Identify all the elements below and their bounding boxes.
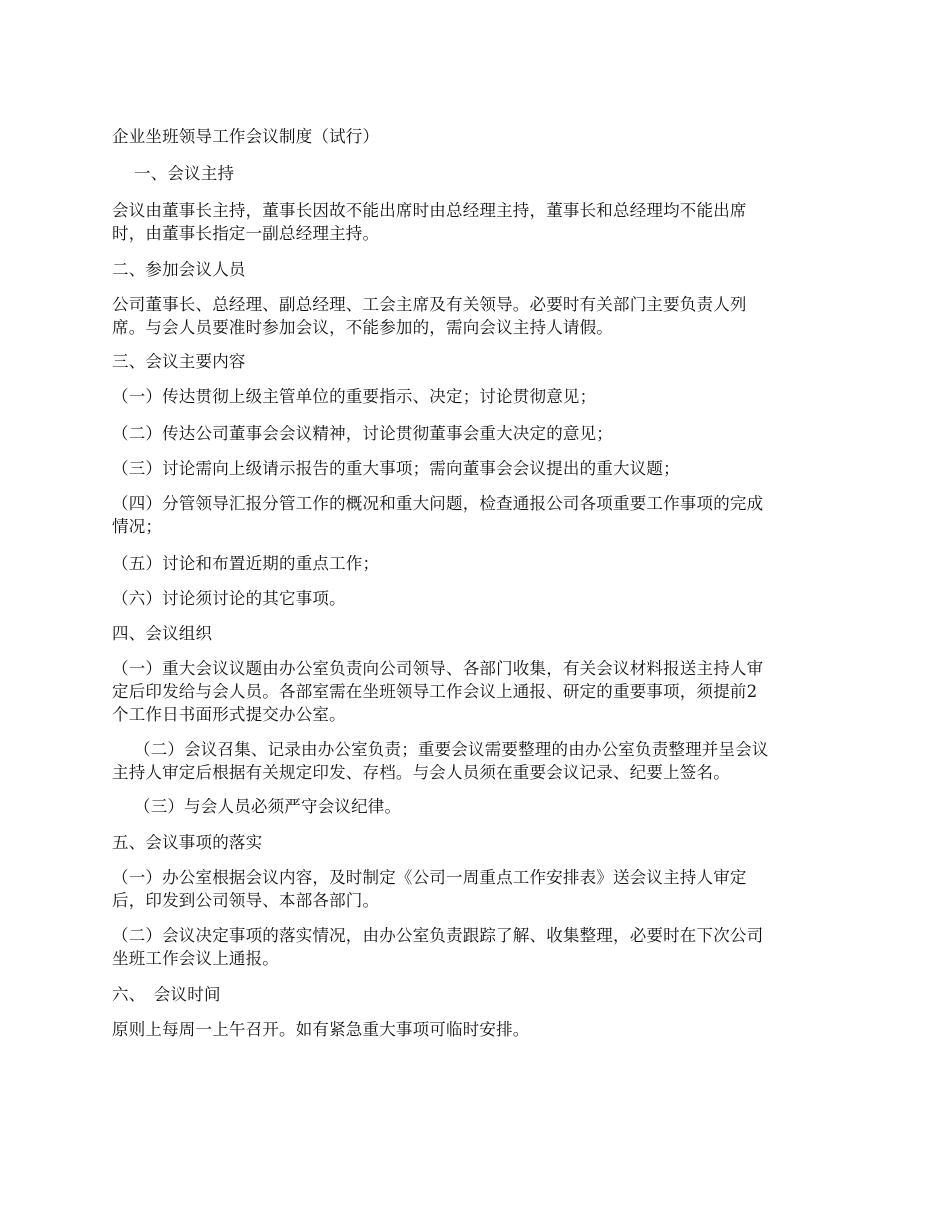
section-4-paragraph-line: （二）会议召集、记录由办公室负责；重要会议需要整理的由办公室负责整理并呈会议 xyxy=(134,740,769,759)
section-3-item-5: （五）讨论和布置近期的重点工作； xyxy=(112,554,380,573)
section-5-heading: 五、会议事项的落实 xyxy=(112,833,263,852)
section-4-paragraph-line: 主持人审定后根据有关规定印发、存档。与会人员须在重要会议记录、纪要上签名。 xyxy=(112,763,730,782)
section-5-paragraph-line: （一）办公室根据会议内容，及时制定《公司一周重点工作安排表》送会议主持人审定 xyxy=(112,868,747,887)
section-5-paragraph-line: 后，印发到公司领导、本部各部门。 xyxy=(112,891,380,910)
section-6-paragraph-line: 原则上每周一上午召开。如有紧急重大事项可临时安排。 xyxy=(112,1020,530,1039)
section-3-item-6: （六）讨论须讨论的其它事项。 xyxy=(112,589,346,608)
section-2-paragraph-line: 席。与会人员要准时参加会议，不能参加的，需向会议主持人请假。 xyxy=(112,318,613,337)
section-2-heading: 二、参加会议人员 xyxy=(112,260,246,279)
section-3-item-4-continued: 情况； xyxy=(112,517,163,536)
section-4-heading: 四、会议组织 xyxy=(112,624,213,643)
section-3-item-4: （四）分管领导汇报分管工作的概况和重大问题，检查通报公司各项重要工作事项的完成 xyxy=(112,494,764,513)
section-4-paragraph-line: （三）与会人员必须严守会议纪律。 xyxy=(134,797,402,816)
section-3-heading: 三、会议主要内容 xyxy=(112,352,246,371)
section-3-item-1: （一）传达贯彻上级主管单位的重要指示、决定；讨论贯彻意见； xyxy=(112,387,597,406)
section-3-item-2: （二）传达公司董事会会议精神，讨论贯彻董事会重大决定的意见； xyxy=(112,424,613,443)
section-5-paragraph-line: 坐班工作会议上通报。 xyxy=(112,949,279,968)
section-4-paragraph-line: 定后印发给与会人员。各部室需在坐班领导工作会议上通报、研定的重要事项，须提前2 xyxy=(112,682,758,701)
section-4-paragraph-line: 个工作日书面形式提交办公室。 xyxy=(112,705,346,724)
section-1-paragraph-line: 时，由董事长指定一副总经理主持。 xyxy=(112,224,380,243)
section-3-item-3: （三）讨论需向上级请示报告的重大事项；需向董事会会议提出的重大议题； xyxy=(112,459,680,478)
section-5-paragraph-line: （二）会议决定事项的落实情况，由办公室负责跟踪了解、收集整理，必要时在下次公司 xyxy=(112,926,764,945)
section-1-paragraph-line: 会议由董事长主持，董事长因故不能出席时由总经理主持，董事长和总经理均不能出席 xyxy=(112,201,747,220)
section-4-paragraph-line: （一）重大会议议题由办公室负责向公司领导、各部门收集，有关会议材料报送主持人审 xyxy=(112,659,764,678)
document-title: 企业坐班领导工作会议制度（试行） xyxy=(112,127,380,146)
section-2-paragraph-line: 公司董事长、总经理、副总经理、工会主席及有关领导。必要时有关部门主要负责人列 xyxy=(112,295,747,314)
section-6-heading: 六、 会议时间 xyxy=(112,985,221,1004)
section-1-heading: 一、会议主持 xyxy=(134,164,235,183)
